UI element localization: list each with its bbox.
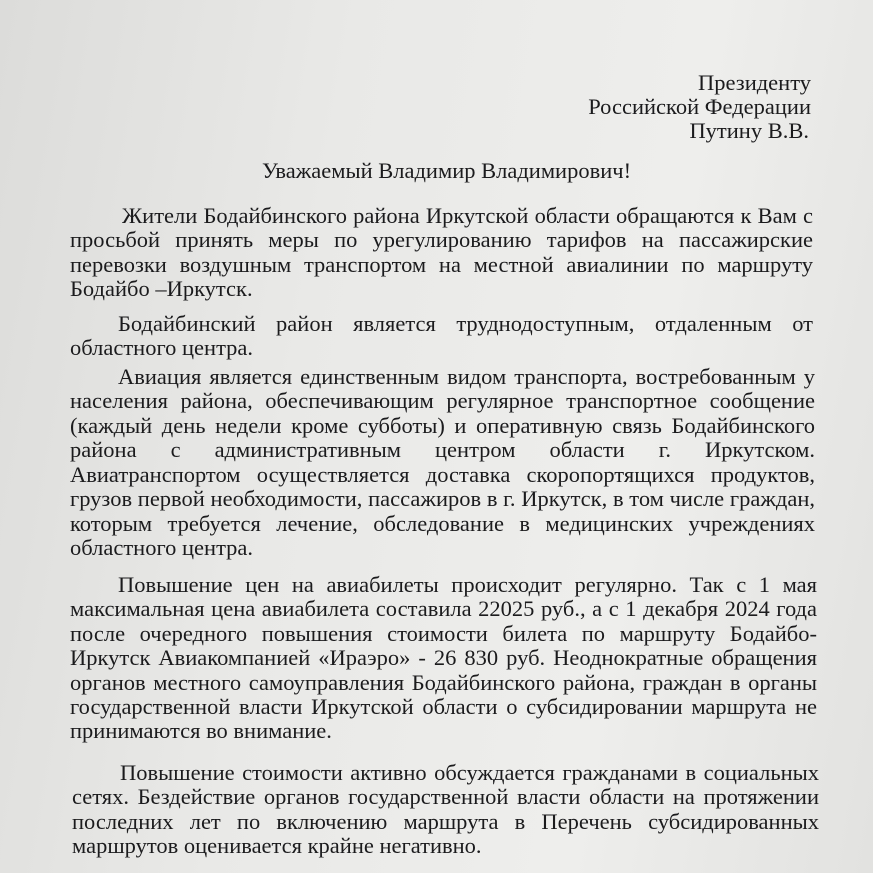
paragraph-line: населения района, обеспечивающим регулярное транспортное сообщение [70,388,815,413]
paragraph-line: сетях. Бездействие органов государственной власти области на протяжении [72,784,819,809]
addressee-line: Российской Федерации [588,94,811,119]
paragraph-line: Иркутск Авиакомпанией «Ираэро» - 26 830 руб. Неоднократные обращения [70,645,817,670]
paragraph-line: просьбой принять меры по урегулированию тарифов на пассажирские [70,227,813,252]
paragraph-line: (каждый день недели кроме субботы) и оперативную связь Бодайбинского [70,413,815,438]
paragraph-line: органов местного самоуправления Бодайбинского района, граждан в органы [70,670,817,695]
paragraph-line: Бодайбо –Иркутск. [70,276,253,301]
paragraph-line: перевозки воздушным транспортом на местной авиалинии по маршруту [70,252,813,277]
paragraph-line: Повышение стоимости активно обсуждается гражданами в социальных [120,760,819,785]
paragraph-line: Авиация является единственным видом транспорта, востребованным у [118,364,815,389]
paragraph-line: областного центра. [70,335,254,360]
paragraph-line: грузов первой необходимости, пассажиров в г. Иркутск, в том числе граждан, [70,486,815,511]
paragraph-line: района с административным центром области г. Иркутском. [70,437,815,462]
salutation: Уважаемый Владимир Владимирович! [262,158,632,183]
paragraph-line: принимаются во внимание. [70,718,332,743]
paragraph-line: Авиатранспортом осуществляется доставка скоропортящихся продуктов, [70,462,815,487]
paragraph-line: последних лет по включению маршрута в Перечень субсидированных [72,809,819,834]
paragraph-line: маршрутов оценивается крайне негативно. [72,833,482,858]
paragraph-line: которым требуется лечение, обследование в медицинских учреждениях [70,511,815,536]
addressee-line: Президенту [698,70,811,95]
paragraph-line: максимальная цена авиабилета составила 22025 руб., а с 1 декабря 2024 года [70,596,817,621]
paragraph-line: государственной власти Иркутской области о субсидировании маршрута не [70,694,817,719]
paragraph-line: после очередного повышения стоимости билета по маршруту Бодайбо- [70,621,817,646]
paragraph-line: областного центра. [70,535,254,560]
paragraph-line: Бодайбинский район является труднодоступным, отдаленным от [118,311,813,336]
paragraph-line: Повышение цен на авиабилеты происходит регулярно. Так с 1 мая [118,572,817,597]
addressee-line: Путину В.В. [689,118,809,143]
paragraph-line: Жители Бодайбинского района Иркутской области обращаются к Вам с [122,203,813,228]
